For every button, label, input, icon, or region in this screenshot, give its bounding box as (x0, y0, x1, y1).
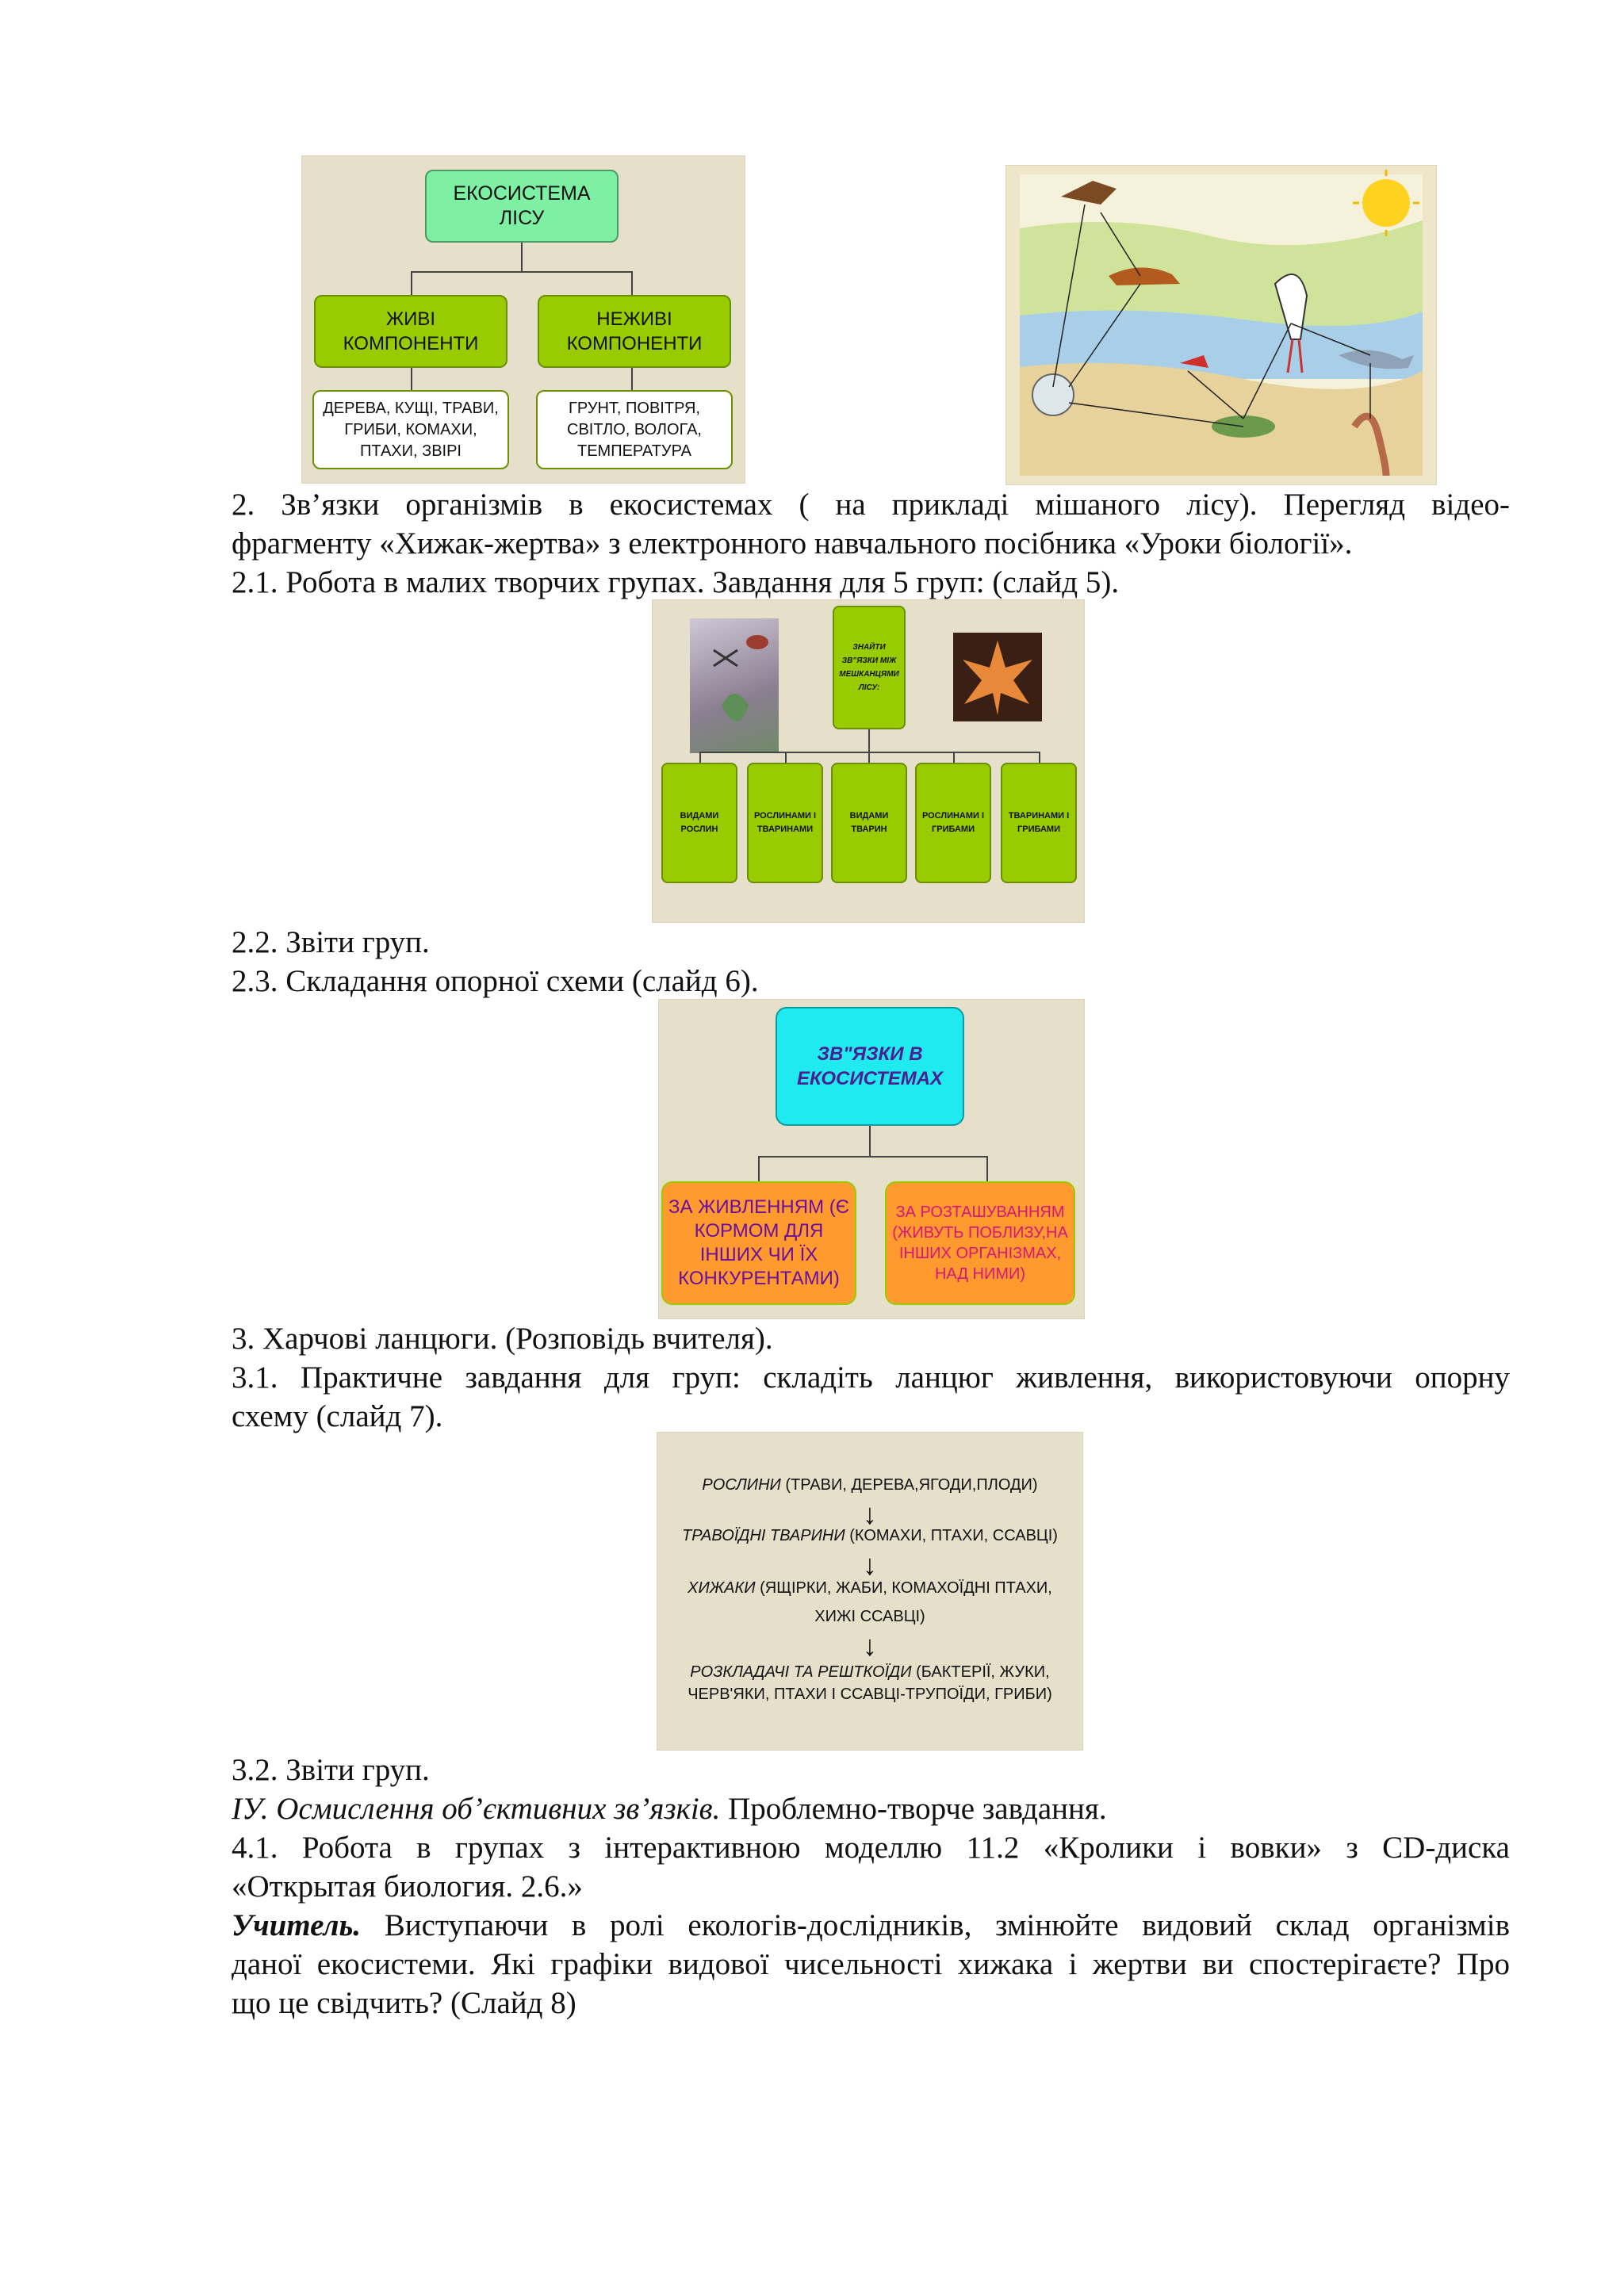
chain-line-plants (657, 1476, 1083, 1494)
paragraph-2-line-3: 2.1. Робота в малих творчих групах. Завдання для 5 груп: (слайд 5). (232, 565, 1120, 599)
paragraph-end-line-1: 3.2. Звіти груп. (232, 1753, 430, 1787)
chain-decomposers-title: РОЗКЛАДАЧІ ТА РЕШТКОЇДИ (690, 1663, 912, 1681)
box-ecosystem-title: ЕКОСИСТЕМА ЛІСУ (425, 170, 619, 243)
microbe-icon (1032, 374, 1074, 415)
box-by-location: ЗА РОЗТАШУВАННЯМ (ЖИВУТЬ ПОБЛИЗУ,НА ІНШИХ ОРГАНІЗМАХ, НАД НИМИ) (885, 1181, 1075, 1305)
paragraph-3-line-2: 3.1. Практичне завдання для груп: складіть ланцюг живлення, використовуючи опорну (232, 1360, 1510, 1395)
paragraph-3 (232, 1319, 1510, 1436)
chain-line-herbivores (657, 1527, 1083, 1545)
box-find-3: ВИДАМИ ТВАРИН (831, 763, 907, 883)
chain-decomposers-text: (БАКТЕРІЇ, ЖУКИ, (911, 1663, 1050, 1681)
box-nonliving: НЕЖИВІ КОМПОНЕНТИ (538, 295, 731, 368)
chain-herbivores-title: ТРАВОЇДНІ ТВАРИНИ (682, 1527, 845, 1544)
box-living-items: ДЕРЕВА, КУЩІ, ТРАВИ, ГРИБИ, КОМАХИ, ПТАХИ, ЗВІРІ (312, 390, 509, 469)
autumn-leaf-photo (953, 633, 1042, 721)
chain-predators-text: (ЯЩІРКИ, ЖАБИ, КОМАХОЇДНІ ПТАХИ, (755, 1579, 1052, 1597)
chain-herbivores-text: (КОМАХИ, ПТАХИ, ССАВЦІ) (845, 1527, 1058, 1544)
box-find-title: ЗНАЙТИ ЗВ"ЯЗКИ МІЖ МЕШКАНЦЯМИ ЛІСУ: (833, 606, 906, 729)
chain-line-predators (657, 1579, 1083, 1598)
teacher-text: Виступаючи в ролі екологів-дослідників, змінюйте видовий склад організмів (361, 1908, 1510, 1942)
chain-predators-text-2: ХИЖІ ССАВЦІ) (814, 1608, 925, 1625)
box-by-feeding: ЗА ЖИВЛЕННЯМ (Є КОРМОМ ДЛЯ ІНШИХ ЧИ ЇХ КОНКУРЕНТАМИ) (661, 1181, 856, 1305)
ecosystem-illustration (1005, 165, 1437, 485)
paragraph-2 (232, 485, 1510, 602)
box-find-2: РОСЛИНАМИ І ТВАРИНАМИ (747, 763, 823, 883)
paragraph-end-line-4: «Открытая биология. 2.6.» (232, 1869, 583, 1904)
paragraph-2-2-line-1: 2.2. Звіти груп. (232, 925, 430, 959)
paragraph-end-line-7: що це свідчить? (Слайд 8) (232, 1986, 576, 2020)
box-find-5: ТВАРИНАМИ І ГРИБАМИ (1001, 763, 1077, 883)
section-heading-4-rest: Проблемно-творче завдання. (720, 1792, 1107, 1826)
paragraph-3-line-1: 3. Харчові ланцюги. (Розповідь вчителя). (232, 1322, 773, 1356)
paragraph-end-line-3: 4.1. Робота в групах з інтерактивною моделлю 11.2 «Кролики і вовки» з CD-диска (232, 1831, 1510, 1865)
paragraph-end-line-6: даної екосистеми. Які графіки видової чисельності хижака і жертви ви спостерігаєте? Про (232, 1947, 1510, 1981)
paragraph-3-line-3: схему (слайд 7). (232, 1399, 443, 1433)
paragraph-2-2-line-2: 2.3. Складання опорної схеми (слайд 6). (232, 964, 759, 998)
paragraph-end-line-5 (232, 1906, 1510, 1945)
slide-food-chain (657, 1432, 1083, 1751)
sun-icon (1362, 179, 1410, 227)
dragonfly-bird-photo (690, 618, 779, 753)
arrow-down-icon: ↓ (863, 1629, 877, 1662)
paragraph-2-line-1: 2. Зв’язки організмів в екосистемах ( на прикладі мішаного лісу). Перегляд відео- (232, 488, 1510, 522)
chain-plants-text: (ТРАВИ, ДЕРЕВА,ЯГОДИ,ПЛОДИ) (780, 1476, 1038, 1494)
box-nonliving-items: ГРУНТ, ПОВІТРЯ, СВІТЛО, ВОЛОГА, ТЕМПЕРАТУРА (536, 390, 733, 469)
slide-links (658, 999, 1085, 1319)
chain-predators-title: ХИЖАКИ (688, 1579, 756, 1597)
arrow-down-icon: ↓ (863, 1498, 877, 1530)
paragraph-end (232, 1751, 1510, 2022)
chain-plants-title: РОСЛИНИ (702, 1476, 781, 1494)
box-links-title: ЗВ"ЯЗКИ В ЕКОСИСТЕМАХ (776, 1007, 964, 1126)
paragraph-2-line-2: фрагменту «Хижак-жертва» з електронного навчального посібника «Уроки біології». (232, 526, 1353, 561)
section-heading-4: ІУ. Осмислення об’єктивних зв’язків. (232, 1792, 721, 1826)
box-living: ЖИВІ КОМПОНЕНТИ (314, 295, 508, 368)
paragraph-end-line-2 (232, 1789, 1510, 1828)
slide-find-links (652, 599, 1085, 923)
food-web-picture (1005, 165, 1437, 485)
box-find-1: ВИДАМИ РОСЛИН (661, 763, 737, 883)
paragraph-2-2 (232, 923, 1510, 1001)
arrow-down-icon: ↓ (863, 1548, 877, 1581)
slide-ecosystem (301, 155, 745, 484)
teacher-label: Учитель. (232, 1908, 362, 1942)
chain-line-decomposers (657, 1663, 1083, 1682)
chain-decomposers-text-2: ЧЕРВ'ЯКИ, ПТАХИ І ССАВЦІ-ТРУПОЇДИ, ГРИБИ) (688, 1686, 1052, 1703)
box-find-4: РОСЛИНАМИ І ГРИБАМИ (915, 763, 991, 883)
